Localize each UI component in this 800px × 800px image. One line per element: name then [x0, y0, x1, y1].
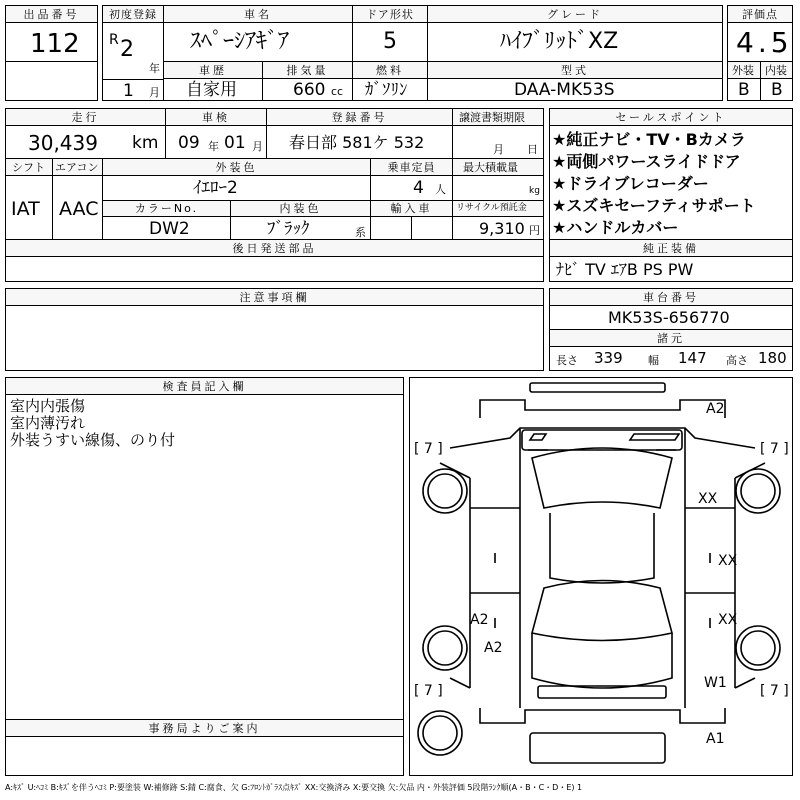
disp-cell — [262, 78, 353, 101]
notes-header-cell — [5, 288, 544, 306]
sales-point-item: ★ドライブレコーダー — [552, 174, 709, 193]
inspect-year-unit: 年 — [208, 140, 219, 153]
grade: ﾊｲﾌﾞﾘｯﾄﾞXZ — [500, 29, 619, 54]
interior-grade: B — [771, 80, 783, 100]
disp-unit: cc — [331, 85, 344, 98]
notes-header: 注意事項欄 — [239, 291, 310, 304]
reg-month-unit: 月 — [149, 86, 160, 99]
inspect-month-unit: 月 — [252, 140, 263, 153]
load-header-cell — [452, 158, 544, 176]
door-cell — [352, 22, 428, 62]
transfer-header: 譲渡書類期限 — [459, 111, 525, 124]
color-number: DW2 — [149, 219, 190, 239]
import-header-cell — [370, 200, 453, 217]
sales-point-item: ★両側パワースライドドア — [552, 152, 741, 171]
reg-era: R — [109, 32, 119, 48]
ac-cell — [52, 175, 103, 240]
fuel-cell — [352, 78, 428, 101]
grade-cell — [427, 22, 723, 62]
tire-depth-right-front: [ 7 ] — [760, 441, 789, 457]
cap-header: 乗車定員 — [387, 161, 436, 174]
exterior-grade: B — [738, 80, 750, 100]
score-cell — [727, 22, 793, 62]
tire-depth-left-rear: [ 7 ] — [414, 683, 443, 699]
width: 147 — [678, 349, 707, 367]
color-cell — [102, 175, 371, 201]
equip-header: 純正装備 — [643, 242, 699, 255]
int-cell — [760, 78, 793, 101]
grade-header: グレード — [547, 8, 603, 21]
history-header-cell — [163, 61, 263, 79]
legend: A:ｷｽﾞ U:ﾍｺﾐ B:ｷｽﾞを伴うﾍｺﾐ P:要塗装 W:補修跡 S:錆 C:腐食、欠 G:ﾌﾛﾝﾄｶﾞﾗｽ点ｷｽﾞ XX:交換済み X:要交換 欠:欠品 内・外装評価 5段階ﾗﾝｸ順(A・B・C・D・E) 1 — [5, 783, 583, 792]
dims-header-cell — [549, 329, 793, 347]
model-header: 型式 — [561, 64, 589, 77]
lot-blank-cell — [5, 61, 98, 101]
chassis-header: 車台番号 — [643, 291, 699, 304]
ac-header: エアコン — [55, 161, 99, 174]
fuel-header-cell — [352, 61, 428, 79]
later-header: 後日発送部品 — [232, 242, 317, 255]
sales-point-item: ★純正ナビ・TV・Bカメラ — [552, 130, 746, 149]
history: 自家用 — [186, 80, 237, 100]
sales-point-item: ★ハンドルカバー — [552, 218, 679, 237]
color-header: 外装色 — [215, 161, 258, 174]
mileage-unit: km — [132, 133, 159, 153]
inspect-cell — [165, 125, 267, 159]
capacity-unit: 人 — [435, 183, 446, 196]
tire-depth-right-rear: [ 7 ] — [760, 683, 789, 699]
inspector-line: 室内薄汚れ — [10, 414, 86, 432]
lot-header: 出品番号 — [23, 8, 80, 21]
damage-mark: A2 — [484, 640, 503, 656]
inspect-header-cell — [165, 108, 267, 126]
car-name: ｽﾍﾟｰｼｱｷﾞｱ — [190, 29, 290, 54]
colorno-cell — [102, 216, 231, 240]
cap-header-cell — [370, 158, 453, 176]
office-header: 事務局よりご案内 — [148, 722, 261, 735]
air-conditioner: AAC — [59, 198, 99, 220]
int-header-cell — [760, 61, 793, 79]
plate-number: 春日部 581ケ 532 — [289, 133, 425, 152]
transfer-day: 日 — [527, 143, 538, 156]
damage-mark: A2 — [470, 612, 489, 628]
damage-mark: XX — [698, 491, 718, 507]
car-outline-svg — [410, 378, 794, 777]
intcolor-header: 内装色 — [279, 202, 322, 215]
shift-cell — [5, 175, 53, 240]
reg-header-cell — [102, 5, 164, 23]
history-cell — [163, 78, 263, 101]
inspect-header: 車検 — [202, 111, 230, 124]
disp-header-cell — [262, 61, 353, 79]
office-header-cell — [5, 719, 404, 737]
transfer-month: 月 — [493, 143, 504, 156]
score-header: 評価点 — [742, 8, 778, 21]
ac-header-cell — [52, 158, 103, 176]
model-cell — [427, 78, 723, 101]
transfer-header-cell — [452, 108, 544, 126]
color-header-cell — [102, 158, 371, 176]
disp-header: 排気量 — [286, 64, 329, 77]
name-header: 車名 — [244, 8, 272, 21]
name-cell — [163, 22, 353, 62]
exterior-color: ｲｴﾛｰ2 — [193, 178, 238, 198]
grade-header-cell — [427, 5, 723, 23]
mileage: 30,439 — [28, 131, 98, 155]
office-cell — [5, 736, 404, 776]
damage-mark: A1 — [706, 731, 725, 747]
inspect-year: 09 — [178, 133, 200, 153]
recycle-unit: 円 — [529, 224, 540, 237]
sales-points — [549, 125, 793, 240]
load-header: 最大積載量 — [463, 161, 518, 174]
cap-cell — [370, 175, 453, 201]
plate-cell — [266, 125, 453, 159]
inspector-cell — [5, 394, 404, 720]
sales-header: セールスポイント — [615, 111, 727, 124]
equipment: ﾅﾋﾞ TV ｴｱB PS PW — [556, 260, 694, 279]
int-header: 内装 — [765, 64, 787, 77]
intcolor-unit: 系 — [355, 226, 366, 239]
damage-mark: XX — [718, 553, 738, 569]
mileage-header: 走行 — [71, 111, 100, 124]
history-header: 車歴 — [199, 64, 227, 77]
width-label: 幅 — [648, 354, 659, 367]
chassis-cell — [549, 305, 793, 330]
colorno-header-cell — [102, 200, 231, 217]
notes-cell — [5, 305, 544, 371]
equip-cell — [549, 256, 793, 282]
interior-color: ﾌﾞﾗｯｸ — [267, 219, 310, 239]
sales-point-item: ★スズキセーフティサポート — [552, 196, 756, 215]
chassis-number: MK53S-656770 — [608, 308, 730, 327]
score-header-cell — [727, 5, 793, 23]
height: 180 — [758, 349, 787, 367]
dims-cell — [549, 346, 793, 371]
door-header: ドア形状 — [366, 8, 414, 21]
mileage-header-cell — [5, 108, 166, 126]
displacement: 660 — [293, 80, 326, 100]
later-header-cell — [5, 239, 544, 257]
reg-month-cell — [102, 79, 164, 101]
recycle-header-cell — [452, 200, 544, 217]
import-header: 輸入車 — [390, 202, 433, 215]
chassis-header-cell — [549, 288, 793, 306]
tire-depth-left-front: [ 7 ] — [414, 441, 443, 457]
dims-header: 諸元 — [657, 332, 685, 345]
reg-year-cell — [102, 22, 164, 80]
shift-header-cell — [5, 158, 53, 176]
equip-header-cell — [549, 239, 793, 257]
ext-cell — [727, 78, 761, 101]
intcolor-cell — [230, 216, 371, 240]
reg-month: 1 — [123, 81, 134, 101]
recycle-cell — [452, 216, 544, 240]
inspector-line: 室内内張傷 — [10, 397, 86, 415]
reg-header: 初度登録 — [109, 8, 157, 21]
model: DAA-MK53S — [514, 80, 615, 100]
height-label: 高さ — [726, 354, 748, 367]
ext-header: 外装 — [732, 64, 754, 77]
transfer-cell — [452, 125, 544, 159]
lot-cell — [5, 22, 98, 62]
shift-header: シフト — [12, 161, 45, 174]
damage-mark: W1 — [704, 675, 727, 691]
recycle-fee: 9,310 — [479, 219, 525, 238]
inspector-header-cell — [5, 377, 404, 395]
model-header-cell — [427, 61, 723, 79]
length: 339 — [594, 349, 623, 367]
inspect-month: 01 — [224, 133, 246, 153]
inspector-line: 外装うすい線傷、のり付 — [10, 431, 176, 449]
length-label: 長さ — [556, 354, 578, 367]
inspector-header: 検査員記入欄 — [162, 380, 247, 393]
intcolor-header-cell — [230, 200, 371, 217]
capacity: 4 — [413, 178, 424, 198]
reg-year: 2 — [120, 37, 134, 62]
recycle-header: リサイクル預託金 — [456, 203, 527, 213]
load-unit: kg — [529, 186, 540, 196]
door-type: 5 — [383, 29, 397, 54]
shift: IAT — [11, 198, 40, 220]
later-cell — [5, 256, 544, 282]
colorno-header: カラーNo. — [134, 202, 199, 215]
import-cell-a — [370, 216, 412, 240]
score: 4.5 — [736, 26, 793, 59]
load-cell — [452, 175, 544, 201]
door-header-cell — [352, 5, 428, 23]
mileage-cell — [5, 125, 166, 159]
lot-number: 112 — [30, 29, 80, 59]
sales-header-cell — [549, 108, 793, 126]
fuel-header: 燃料 — [376, 64, 404, 77]
name-header-cell — [163, 5, 353, 23]
lot-header-cell — [5, 5, 98, 23]
damage-mark: A2 — [706, 401, 725, 417]
plate-header: 登録番号 — [331, 111, 388, 124]
car-diagram — [409, 377, 793, 776]
ext-header-cell — [727, 61, 761, 79]
damage-mark: XX — [718, 612, 738, 628]
plate-header-cell — [266, 108, 453, 126]
reg-year-unit: 年 — [149, 62, 160, 75]
fuel: ｶﾞｿﾘﾝ — [365, 80, 408, 100]
import-cell-b — [411, 216, 453, 240]
